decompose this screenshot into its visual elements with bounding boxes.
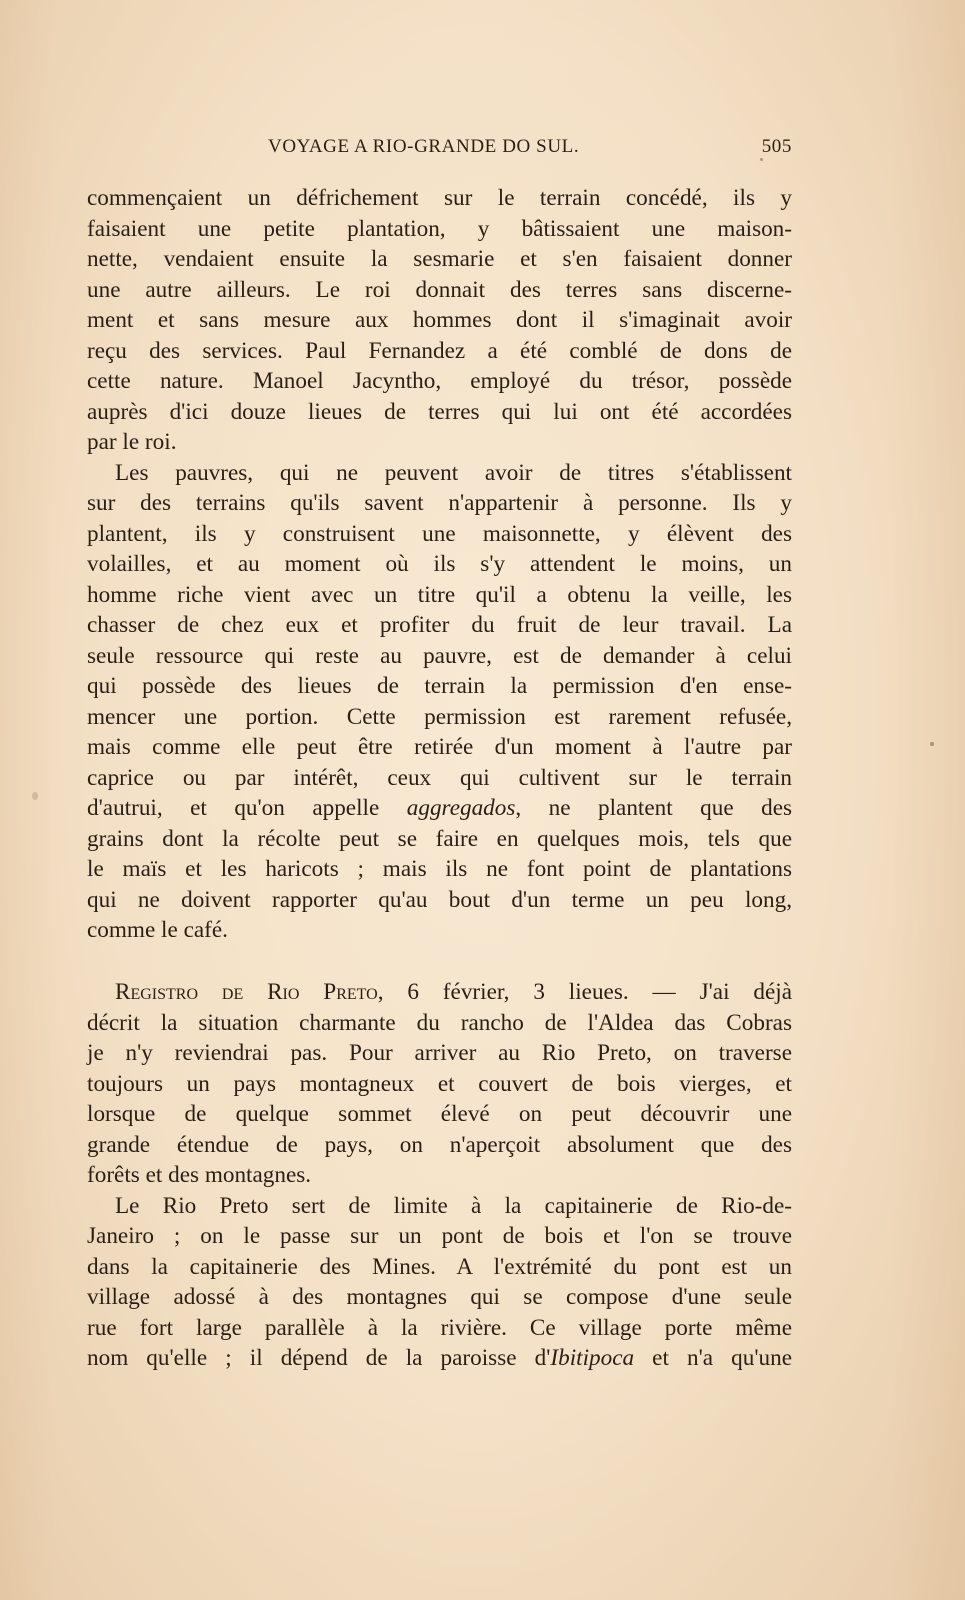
text-line: cette nature. Manoel Jacyntho, employé du trésor, possède (87, 368, 792, 394)
text-line: mencer une portion. Cette permission est rarement refusée, (87, 704, 792, 730)
text-line: auprès d'ici douze lieues de terres qui lui ont été accordées (87, 399, 792, 425)
text-line: Janeiro ; on le passe sur un pont de bois et l'on se trouve (87, 1223, 792, 1249)
text-line: homme riche vient avec un titre qu'il a obtenu la veille, les (87, 582, 792, 608)
text-line (87, 1343, 792, 1373)
running-title: VOYAGE A RIO-GRANDE DO SUL. (268, 136, 580, 157)
text-run: , 6 février, 3 lieues. — J'ai déjà (377, 979, 793, 1005)
text-line: rue fort large parallèle à la rivière. Ce village porte même (87, 1315, 792, 1341)
text-line: le maïs et les haricots ; mais ils ne font point de plantations (87, 856, 792, 882)
text-line (87, 793, 792, 823)
text-line: nette, vendaient ensuite la sesmarie et s'en faisaient donner (87, 246, 792, 272)
text-line: plantent, ils y construisent une maisonnette, y élèvent des (87, 521, 792, 547)
page-number: 505 (761, 136, 792, 157)
text-line: Les pauvres, qui ne peuvent avoir de titres s'établissent (115, 460, 792, 486)
stain-spot (32, 792, 38, 800)
text-line: par le roi. (87, 429, 177, 455)
text-run: d'autrui, et qu'on appelle (87, 795, 407, 821)
text-line: décrit la situation charmante du rancho de l'Aldea das Cobras (87, 1010, 792, 1036)
text-line: grains dont la récolte peut se faire en quelques mois, tels que (87, 826, 792, 852)
text-line: village adossé à des montagnes qui se compose d'une seule (87, 1284, 792, 1310)
text-line: chasser de chez eux et profiter du fruit de leur travail. La (87, 612, 792, 638)
text-line: dans la capitainerie des Mines. A l'extrémité du pont est un (87, 1254, 792, 1280)
text-line: faisaient une petite plantation, y bâtissaient une maison- (87, 216, 792, 242)
text-line: forêts et des montagnes. (87, 1162, 312, 1188)
text-line: qui ne doivent rapporter qu'au bout d'un terme un peu long, (87, 887, 792, 913)
text-line: commençaient un défrichement sur le terrain concédé, ils y (87, 185, 792, 211)
text-run: , ne plantent que des (515, 795, 793, 821)
text-line: reçu des services. Paul Fernandez a été comblé de dons de (87, 338, 792, 364)
text-line: une autre ailleurs. Le roi donnait des terres sans discerne- (87, 277, 792, 303)
text-line: caprice ou par intérêt, ceux qui cultivent sur le terrain (87, 765, 792, 791)
text-line: mais comme elle peut être retirée d'un moment à l'autre par (87, 734, 792, 760)
text-line: je n'y reviendrai pas. Pour arriver au Rio Preto, on traverse (87, 1040, 792, 1066)
ink-speck (930, 742, 934, 746)
text-line: qui possède des lieues de terrain la permission d'en ense- (87, 673, 792, 699)
text-line: grande étendue de pays, on n'aperçoit absolument que des (87, 1132, 792, 1158)
text-run: et n'a qu'une (634, 1345, 792, 1371)
section-heading-line (115, 977, 792, 1007)
text-line: comme le café. (87, 917, 228, 943)
text-line: volailles, et au moment où ils s'y attendent le moins, un (87, 551, 792, 577)
text-line: seule ressource qui reste au pauvre, est de demander à celui (87, 643, 792, 669)
text-run: nom qu'elle ; il dépend de la paroisse d' (87, 1345, 551, 1371)
section-heading-place: Registro de Rio Preto (115, 979, 378, 1005)
running-header (268, 136, 792, 162)
text-line: lorsque de quelque sommet élevé on peut découvrir une (87, 1101, 792, 1127)
text-line: sur des terrains qu'ils savent n'appartenir à personne. Ils y (87, 490, 792, 516)
italic-term: aggregados (406, 795, 516, 821)
text-line: toujours un pays montagneux et couvert de bois vierges, et (87, 1071, 792, 1097)
text-line: ment et sans mesure aux hommes dont il s'imaginait avoir (87, 307, 792, 333)
text-line: Le Rio Preto sert de limite à la capitainerie de Rio-de- (115, 1193, 792, 1219)
italic-place-name: Ibitipoca (550, 1345, 635, 1371)
